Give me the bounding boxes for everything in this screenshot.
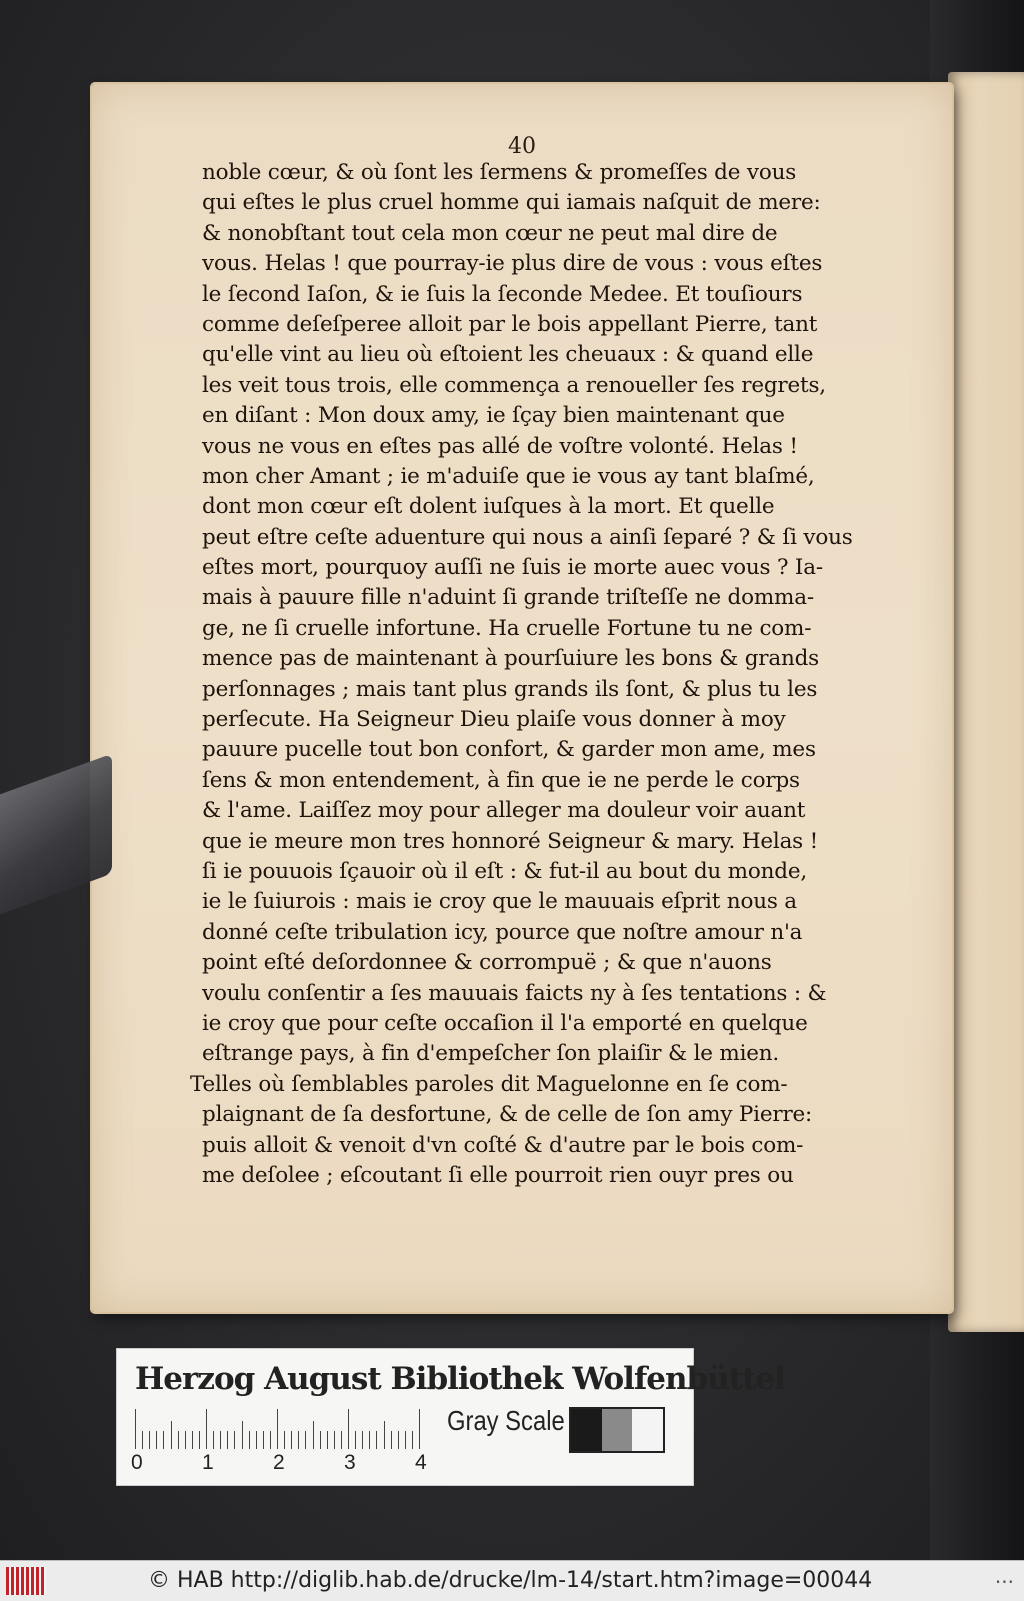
ruler-tick	[263, 1431, 264, 1449]
ruler-tick	[412, 1431, 413, 1449]
text-line: & nonobſtant tout cela mon cœur ne peut mal dire de	[202, 220, 778, 246]
ruler-tick	[391, 1431, 392, 1449]
ruler-tick	[355, 1431, 356, 1449]
text-line: Telles où ſemblables paroles dit Maguelonne en ſe com-	[190, 1071, 788, 1097]
ruler-tick	[384, 1421, 385, 1449]
text-line: ie le ſuiurois : mais ie croy que le mauuais eſprit nous a	[202, 889, 797, 915]
facing-page-edge	[948, 72, 1024, 1332]
ruler-tick	[298, 1431, 299, 1449]
ruler-tick	[234, 1431, 235, 1449]
ruler-tick	[192, 1431, 193, 1449]
ruler-tick	[284, 1431, 285, 1449]
text-line: vous. Helas ! que pourray-ie plus dire de vous : vous eſtes	[202, 251, 823, 277]
text-line: & l'ame. Laiſſez moy pour alleger ma douleur voir auant	[202, 798, 806, 824]
color-target-card	[116, 1348, 785, 1486]
text-line: plaignant de ſa desfortune, & de celle de ſon amy Pierre:	[202, 1102, 813, 1128]
text-line: vous ne vous en eſtes pas allé de voſtre volonté. Helas !	[202, 433, 798, 459]
viewer-footer	[0, 1560, 1024, 1601]
text-line: perſonnages ; mais tant plus grands ils ſont, & plus tu les	[202, 676, 818, 702]
gray-patch	[632, 1409, 663, 1451]
text-line: voulu conſentir a ſes mauuais faicts ny à ſes tentations : &	[202, 980, 827, 1006]
ruler-number: 2	[273, 1451, 285, 1474]
measuring-ruler	[135, 1409, 425, 1449]
more-menu-icon[interactable]: ...	[994, 1564, 1014, 1588]
ruler-tick	[199, 1431, 200, 1449]
text-line: ie croy que pour ceſte occaſion il l'a emporté en quelque	[202, 1010, 808, 1036]
ruler-tick	[213, 1431, 214, 1449]
text-line: eſtrange pays, à fin d'empeſcher ſon plaiſir & le mien.	[202, 1041, 780, 1067]
ruler-tick	[369, 1431, 370, 1449]
text-line: comme deſeſperee alloit par le bois appellant Pierre, tant	[202, 311, 818, 337]
ruler-tick	[178, 1431, 179, 1449]
ruler-tick	[313, 1421, 314, 1449]
text-line: mence pas de maintenant à pourſuiure les bons & grands	[202, 646, 820, 672]
ruler-tick	[341, 1431, 342, 1449]
text-line: perſecute. Ha Seigneur Dieu plaiſe vous donner à moy	[202, 707, 786, 733]
text-line: noble cœur, & où ſont les ſermens & promeſſes de vous	[202, 160, 797, 185]
ruler-tick	[398, 1431, 399, 1449]
ruler-tick	[142, 1431, 143, 1449]
ruler-tick	[305, 1431, 306, 1449]
hab-logo-icon	[6, 1567, 46, 1595]
ruler-tick	[291, 1431, 292, 1449]
ruler-tick	[362, 1431, 363, 1449]
gray-scale-label: Gray Scale	[447, 1405, 565, 1436]
ruler-tick	[163, 1431, 164, 1449]
copyright-link[interactable]: © HAB http://diglib.hab.de/drucke/lm-14/start.htm?image=00044	[148, 1568, 873, 1593]
gray-patch	[602, 1409, 633, 1451]
text-line: mais à pauure fille n'aduint ſi grande triſteſſe ne domma-	[202, 585, 814, 611]
ruler-tick	[227, 1431, 228, 1449]
ruler-number: 1	[202, 1451, 214, 1474]
text-line: en diſant : Mon doux amy, ie ſçay bien maintenant que	[202, 403, 785, 429]
ruler-tick	[156, 1431, 157, 1449]
text-line: qu'elle vint au lieu où eſtoient les cheuaux : & quand elle	[202, 342, 814, 368]
ruler-tick	[206, 1409, 207, 1449]
ruler-tick	[135, 1409, 136, 1449]
ruler-number: 3	[344, 1451, 356, 1474]
text-line: puis alloit & venoit d'vn coſté & d'autre par le bois com-	[202, 1132, 804, 1158]
ruler-tick	[171, 1421, 172, 1449]
text-line: ſi ie pouuois ſçauoir où il eſt : & fut-il au bout du monde,	[202, 858, 807, 884]
gray-scale-swatch	[569, 1407, 665, 1453]
text-line: dont mon cœur eſt dolent iuſques à la mort. Et quelle	[202, 494, 775, 520]
text-line: eſtes mort, pourquoy auſſi ne ſuis ie morte auec vous ? Ia-	[202, 555, 823, 581]
ruler-tick	[376, 1431, 377, 1449]
text-line: pauure pucelle tout bon confort, & garder mon ame, mes	[202, 737, 816, 763]
ruler-number: 4	[415, 1451, 427, 1474]
page-number: 40	[508, 134, 536, 159]
ruler-tick	[405, 1431, 406, 1449]
text-line: point eſté deſordonnee & corrompuë ; & que n'auons	[202, 950, 772, 976]
ruler-tick	[185, 1431, 186, 1449]
ruler-tick	[220, 1431, 221, 1449]
gray-patch	[571, 1409, 602, 1451]
ruler-tick	[149, 1431, 150, 1449]
ruler-tick	[242, 1421, 243, 1449]
ruler-tick	[270, 1431, 271, 1449]
text-line: peut eſtre ceſte aduenture qui nous a ainſi ſeparé ? & ſi vous	[202, 524, 853, 550]
ruler-tick	[256, 1431, 257, 1449]
library-name: Herzog August Bibliothek Wolfenbüttel	[135, 1361, 785, 1397]
ruler-tick	[334, 1431, 335, 1449]
page-text	[190, 158, 942, 1191]
text-line: donné ceſte tribulation icy, pource que noſtre amour n'a	[202, 919, 803, 945]
ruler-tick	[320, 1431, 321, 1449]
ruler-tick	[249, 1431, 250, 1449]
book-page	[92, 84, 952, 1312]
ruler-tick	[419, 1409, 420, 1449]
ruler-number: 0	[131, 1451, 143, 1474]
ruler-tick	[348, 1409, 349, 1449]
text-line: que ie meure mon tres honnoré Seigneur & mary. Helas !	[202, 828, 819, 854]
text-line: me deſolee ; eſcoutant ſi elle pourroit rien ouyr pres ou	[202, 1162, 794, 1188]
text-line: qui eſtes le plus cruel homme qui iamais naſquit de mere:	[202, 190, 821, 216]
text-line: mon cher Amant ; ie m'aduiſe que ie vous ay tant blaſmé,	[202, 463, 815, 489]
ruler-tick	[277, 1409, 278, 1449]
text-line: ge, ne ſi cruelle infortune. Ha cruelle Fortune tu ne com-	[202, 615, 812, 641]
text-line: les veit tous trois, elle commença a renoueller ſes regrets,	[202, 372, 826, 398]
ruler-tick	[327, 1431, 328, 1449]
text-line: le ſecond Iaſon, & ie ſuis la ſeconde Medee. Et touſiours	[202, 281, 803, 307]
text-line: ſens & mon entendement, à fin que ie ne perde le corps	[202, 767, 800, 793]
